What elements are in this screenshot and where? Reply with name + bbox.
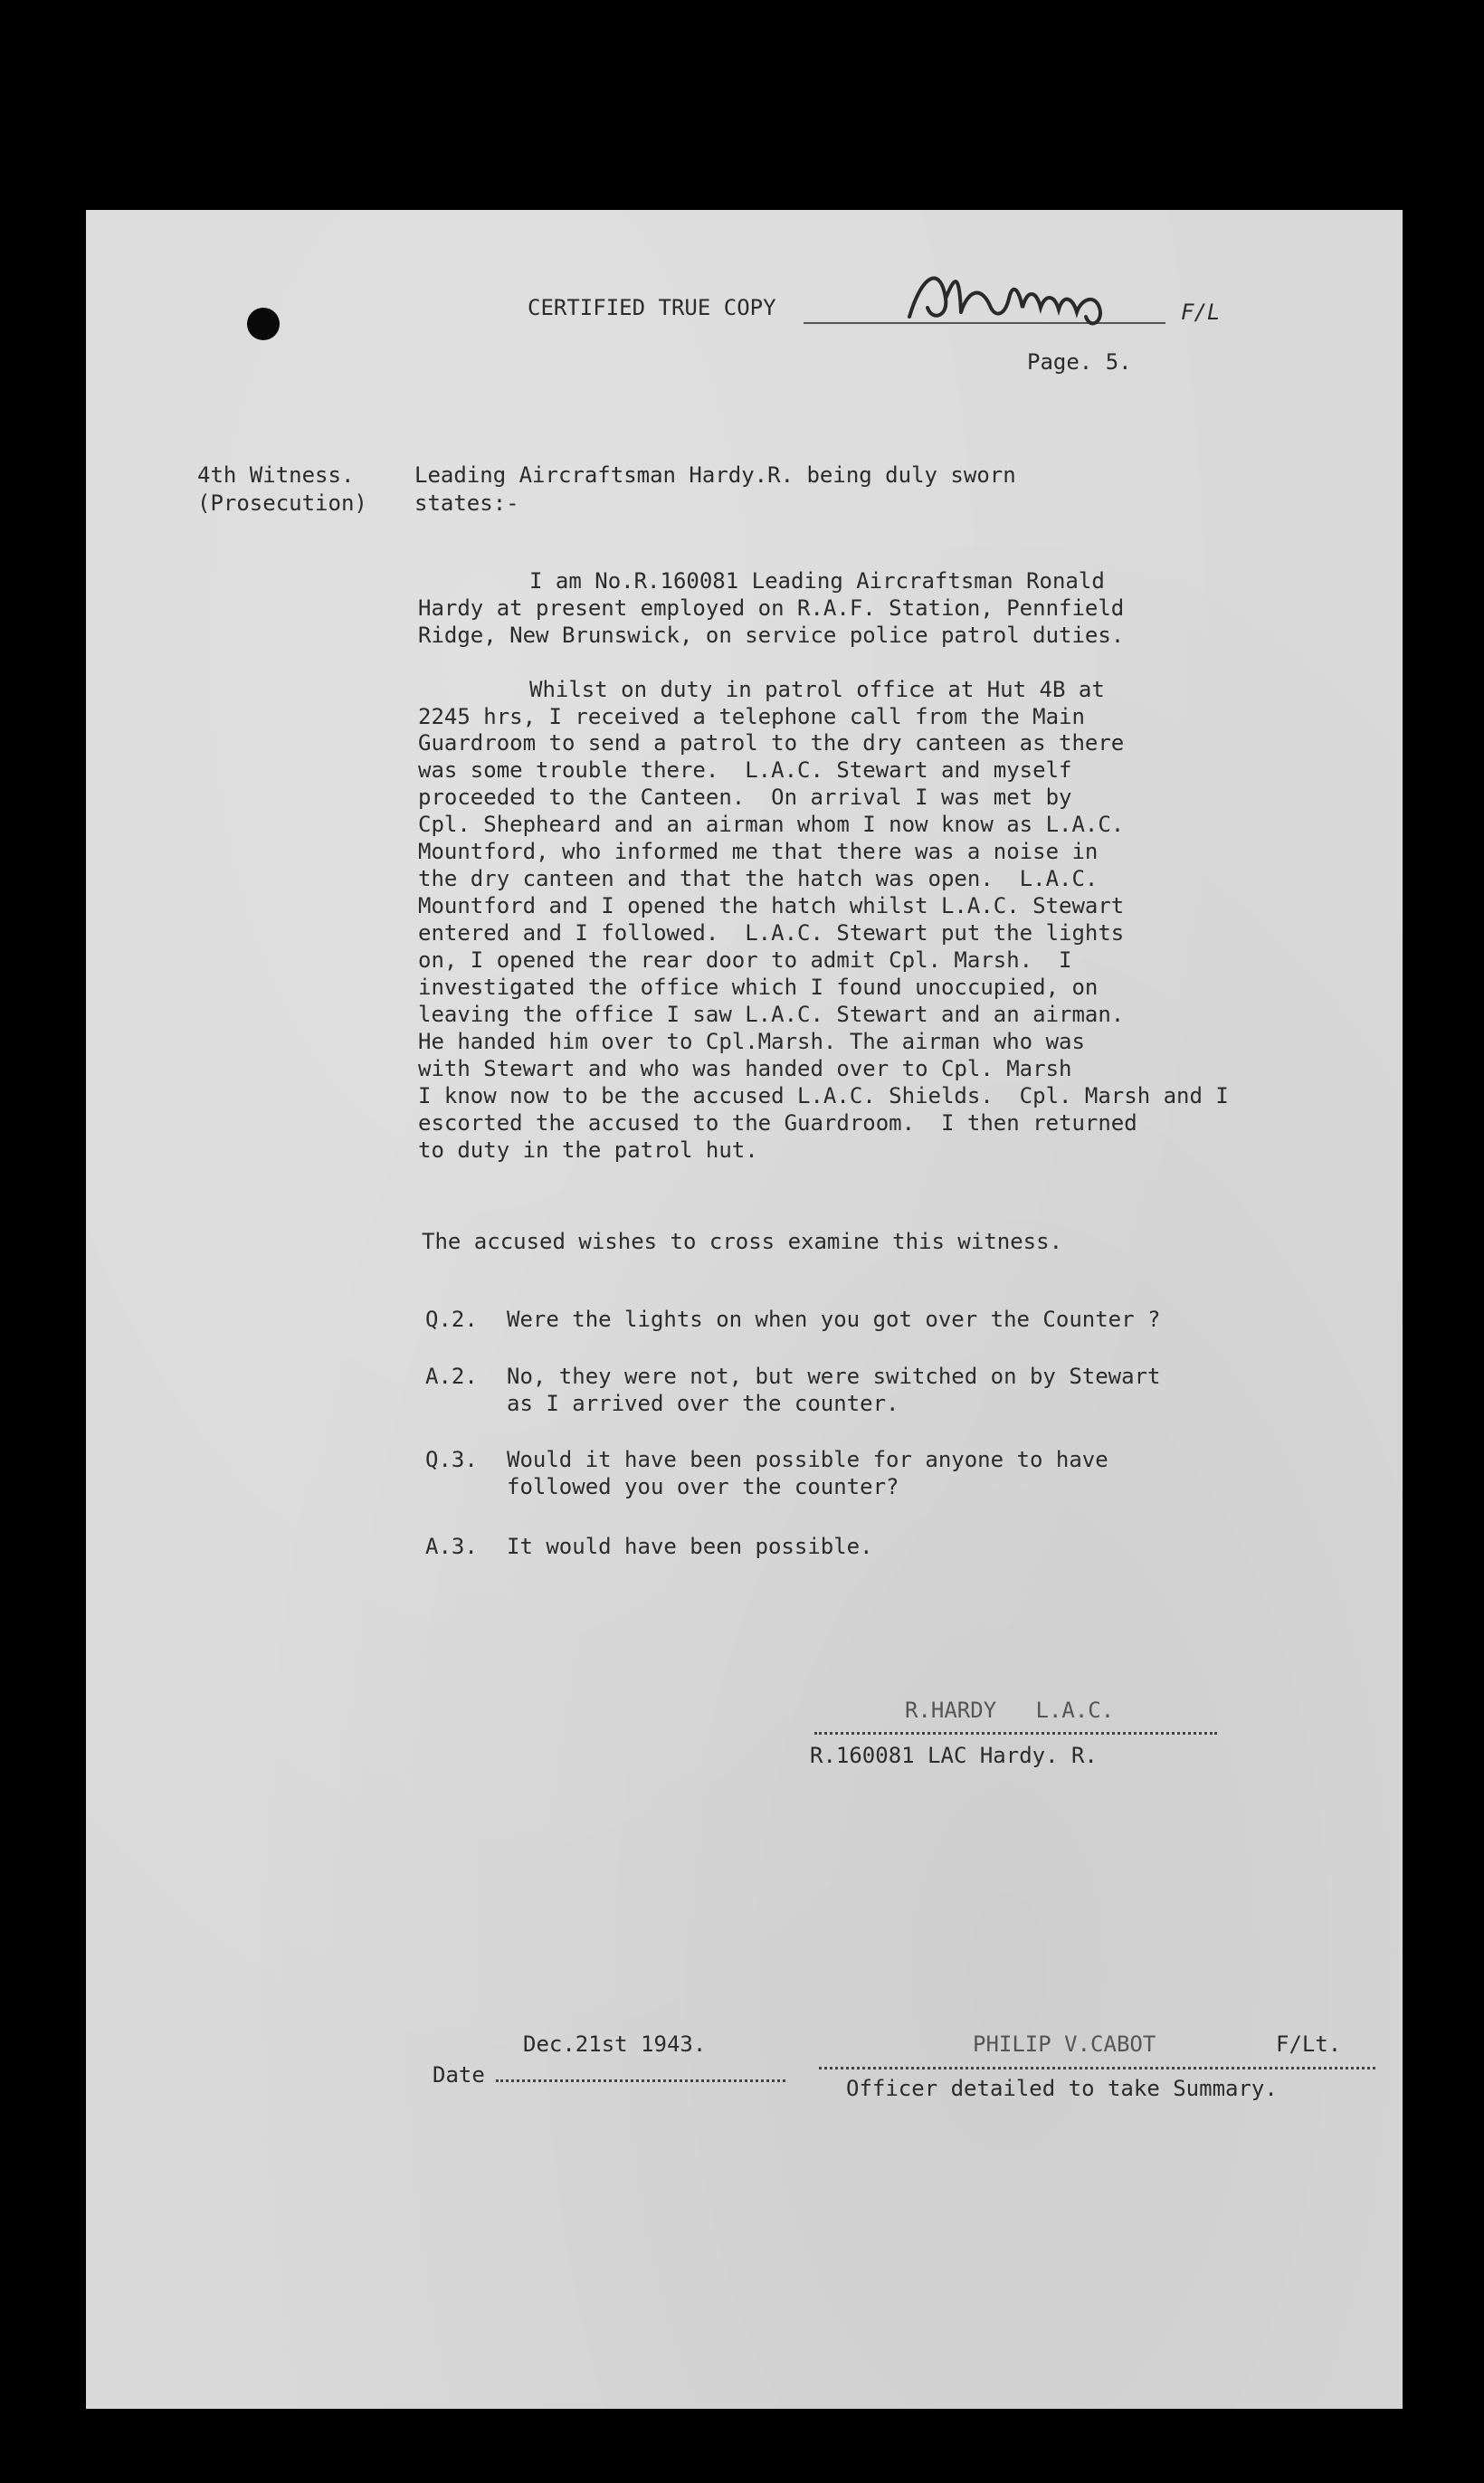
statement-line: with Stewart and who was handed over to Cpl. Marsh [418, 1056, 1072, 1081]
officer-caption: Officer detailed to take Summary. [846, 2076, 1278, 2101]
certified-true-copy-label: CERTIFIED TRUE COPY [528, 295, 776, 320]
statement-line: proceeded to the Canteen. On arrival I was met by [418, 785, 1072, 810]
statement-line: Mountford and I opened the hatch whilst L.A.C. Stewart [418, 893, 1125, 918]
witness-signature: R.HARDY L.A.C. [905, 1698, 1115, 1723]
cross-exam-text: Would it have been possible for anyone to have [507, 1447, 1108, 1472]
statement-line: Whilst on duty in patrol office at Hut 4B at [529, 677, 1105, 702]
officer-name: PHILIP V.CABOT [973, 2031, 1156, 2057]
page-number: Page. 5. [1027, 349, 1132, 375]
statement-line: He handed him over to Cpl.Marsh. The airman who was [418, 1029, 1085, 1054]
cross-exam-text: Were the lights on when you got over the Counter ? [507, 1307, 1161, 1332]
statement-line: on, I opened the rear door to admit Cpl. Marsh. I [418, 947, 1072, 973]
witness-intro-line1: Leading Aircraftsman Hardy.R. being duly sworn [414, 462, 1016, 488]
date-dotted-line [496, 2079, 785, 2082]
statement-line: Guardroom to send a patrol to the dry canteen as there [418, 730, 1125, 756]
cross-exam-tag: Q.2. [425, 1307, 478, 1332]
cross-exam-text: as I arrived over the counter. [507, 1391, 899, 1416]
punch-hole [247, 308, 280, 340]
cross-exam-tag: A.2. [425, 1364, 478, 1389]
witness-intro-line2: states:- [414, 490, 519, 516]
officer-rank: F/Lt. [1276, 2031, 1342, 2057]
cross-exam-text: followed you over the counter? [507, 1474, 899, 1499]
statement-line: I know now to be the accused L.A.C. Shields. Cpl. Marsh and I [418, 1083, 1229, 1108]
statement-line: Cpl. Shepheard and an airman whom I now know as L.A.C. [418, 812, 1125, 837]
cross-exam-text: No, they were not, but were switched on by Stewart [507, 1364, 1161, 1389]
statement-line: leaving the office I saw L.A.C. Stewart and an airman. [418, 1002, 1125, 1027]
officer-dotted-line [819, 2067, 1375, 2069]
statement-line: Ridge, New Brunswick, on service police patrol duties. [418, 623, 1125, 648]
statement-line: escorted the accused to the Guardroom. I then returned [418, 1110, 1137, 1136]
statement-line: the dry canteen and that the hatch was open. L.A.C. [418, 866, 1099, 891]
witness-label-line2: (Prosecution) [197, 490, 367, 516]
cross-exam-tag: A.3. [425, 1534, 478, 1559]
date-value: Dec.21st 1943. [523, 2031, 707, 2057]
statement-line: to duty in the patrol hut. [418, 1137, 758, 1163]
cross-exam-tag: Q.3. [425, 1447, 478, 1472]
statement-line: Hardy at present employed on R.A.F. Station, Pennfield [418, 595, 1125, 621]
date-label: Date [433, 2062, 485, 2088]
certifier-handwritten-signature [905, 262, 1158, 335]
certifier-rank: F/L [1181, 300, 1221, 325]
cross-exam-intro: The accused wishes to cross examine this witness. [422, 1229, 1063, 1254]
statement-line: I am No.R.160081 Leading Aircraftsman Ronald [529, 568, 1105, 594]
witness-typed-name: R.160081 LAC Hardy. R. [810, 1743, 1098, 1768]
cross-exam-text: It would have been possible. [507, 1534, 873, 1559]
statement-line: investigated the office which I found unoccupied, on [418, 975, 1099, 1000]
statement-line: Mountford, who informed me that there was a noise in [418, 839, 1099, 864]
statement-line: entered and I followed. L.A.C. Stewart put the lights [418, 920, 1125, 946]
signature-dotted-line [814, 1732, 1217, 1735]
witness-label-line1: 4th Witness. [197, 462, 355, 488]
statement-line: 2245 hrs, I received a telephone call from the Main [418, 704, 1085, 729]
statement-line: was some trouble there. L.A.C. Stewart and myself [418, 757, 1072, 783]
